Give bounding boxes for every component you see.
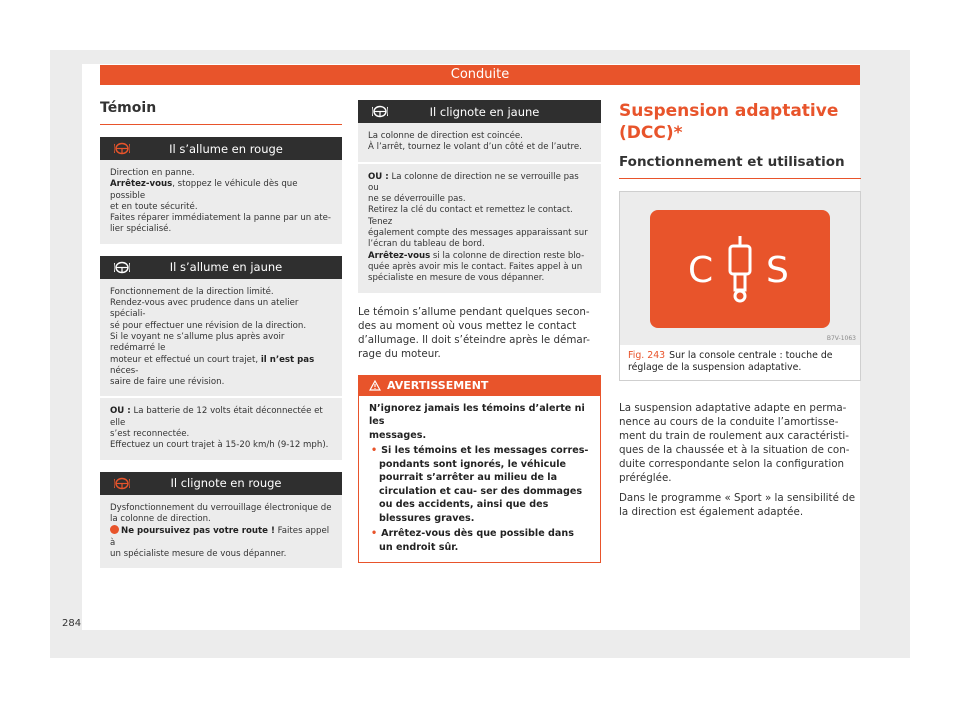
text-line: saire de faire une révision. <box>110 377 225 388</box>
text-line: réglage de la suspension adaptative. <box>628 362 802 373</box>
text-line: un spécialiste mesure de vous dépanner. <box>110 548 287 559</box>
figure-number: Fig. 243 <box>628 350 666 361</box>
box-heading-label: Il s’allume en rouge <box>169 141 283 156</box>
box-heading <box>100 137 342 160</box>
box-heading-label: Il s’allume en jaune <box>169 260 283 275</box>
paragraph <box>619 491 861 519</box>
warning-bullet: • Si les témoins et les messages corres- pondants sont ignorés, le véhicule pourrait s’arrêter au milieu de la circulation et cau- ser des dommages ou des accidents, ainsi que des blessures graves. <box>369 444 590 525</box>
box-heading <box>100 472 342 495</box>
section-title: Fonctionnement et utilisation <box>619 154 861 179</box>
text-line: spécialiste en mesure de vous dépanner. <box>368 273 545 284</box>
box-body <box>100 495 342 568</box>
text-line: quée après avoir mis le contact. Faites appel à un <box>368 261 583 272</box>
text-line <box>110 355 332 378</box>
box-body <box>100 160 342 244</box>
paragraph <box>619 401 861 485</box>
bold-text: il n’est pas <box>260 354 315 365</box>
text-line: la colonne de direction. <box>110 513 211 524</box>
text: La batterie de 12 volts était déconnectée et elle <box>110 406 323 428</box>
text-line: La suspension adaptative adapte en perma- <box>619 402 847 414</box>
warning-bullet: • Arrêtez-vous dès que possible dans un endroit sûr. <box>369 527 590 554</box>
text: , stoppez le véhicule dès que possible <box>110 179 298 201</box>
text-line: N’ignorez jamais les témoins d’alerte ni les <box>369 402 585 428</box>
text: Faites appel à <box>110 526 330 548</box>
paragraph <box>358 305 601 361</box>
comfort-label: C <box>688 250 714 291</box>
chapter-header: Conduite <box>100 65 860 85</box>
box-heading <box>358 100 601 123</box>
text-line: nence au cours de la conduite l’amortisse- <box>619 416 839 428</box>
text-line: La colonne de direction est coincée. <box>368 131 523 141</box>
page-title <box>619 100 861 144</box>
text-line <box>110 525 332 549</box>
page-number: 284 <box>62 618 82 629</box>
title-line: (DCC)* <box>619 123 683 143</box>
text-line: ne se déverrouille pas. <box>368 194 466 205</box>
text-line: Faites réparer immédiatement la panne par un ate- <box>110 213 331 224</box>
text-line: Fonctionnement de la direction limité. <box>110 286 274 297</box>
box-body <box>358 123 601 162</box>
figure-code: B7V-1063 <box>826 335 856 342</box>
stop-icon <box>110 525 119 534</box>
box-heading <box>100 256 342 279</box>
text-line <box>368 251 591 262</box>
text: Sur la console centrale : touche de <box>669 350 833 361</box>
text-line: Direction en panne. <box>110 168 195 178</box>
warning-box-yellow <box>100 256 342 460</box>
text-line: ment du train de roulement aux caractéristi- <box>619 430 849 442</box>
text-line: d’allumage. Il doit s’éteindre après le démar- <box>358 333 590 346</box>
bold-text: Ne poursuivez pas votre route ! <box>121 526 275 537</box>
text-line: l’écran du tableau de bord. <box>368 239 485 250</box>
shock-absorber-icon <box>723 234 757 304</box>
bold-text: OU : <box>110 406 131 417</box>
text: moteur et effectué un court trajet, <box>110 354 261 365</box>
column-middle <box>358 100 601 563</box>
warning-heading <box>359 376 600 396</box>
warning-box-yellow-flashing <box>358 100 601 293</box>
text: néces- <box>110 365 139 376</box>
text-line: messages. <box>369 429 427 441</box>
text-line: Le témoin s’allume pendant quelques secon- <box>358 305 590 318</box>
box-heading-label: Il clignote en rouge <box>170 476 282 491</box>
text-line: s’est reconnectée. <box>110 429 190 440</box>
warning-body <box>359 396 600 563</box>
text-line <box>110 179 332 202</box>
text-line: la direction est également adaptée. <box>619 506 804 518</box>
text-line: des au moment où vous mettez le contact <box>358 319 577 332</box>
warning-notice <box>358 375 601 564</box>
text-line: préréglée. <box>619 472 672 484</box>
warning-title: AVERTISSEMENT <box>387 379 489 393</box>
bold-text: Arrêtez-vous <box>110 179 173 190</box>
figure-image <box>620 192 860 345</box>
text-line: également compte des messages apparaissant sur <box>368 228 588 239</box>
warning-box-red-flashing <box>100 472 342 568</box>
bold-text: Arrêtez-vous <box>368 250 431 261</box>
sport-label: S <box>766 250 789 291</box>
text-line: Effectuez un court trajet à 15-20 km/h (9-12 mph). <box>110 440 329 451</box>
warning-triangle-icon <box>369 380 381 391</box>
box-body-alt <box>100 396 342 459</box>
steering-wheel-icon <box>372 105 388 118</box>
text-line: rage du moteur. <box>358 347 441 360</box>
text-line: lier spécialisé. <box>110 224 172 235</box>
section-title: Témoin <box>100 100 342 125</box>
text: La colonne de direction ne se verrouille pas ou <box>368 171 579 193</box>
text-line: ques de la chaussée et à la situation de con- <box>619 444 850 456</box>
text-line: duite correspondante selon la configuration <box>619 458 845 470</box>
text-line <box>628 350 852 362</box>
text-line: Retirez la clé du contact et remettez le contact. Tenez <box>368 205 573 227</box>
bold-text: OU : <box>368 171 389 182</box>
title-line: Suspension adaptative <box>619 101 839 121</box>
text-line: À l’arrêt, tournez le volant d’un côté et de l’autre. <box>368 142 582 153</box>
figure <box>619 191 861 381</box>
steering-wheel-icon <box>114 142 130 155</box>
text-line: Si le voyant ne s’allume plus après avoir redémarré le <box>110 331 285 354</box>
column-right <box>619 100 861 519</box>
box-body-alt <box>358 162 601 293</box>
text-line: Dans le programme « Sport » la sensibilité de <box>619 492 856 504</box>
steering-wheel-icon <box>114 477 130 490</box>
text: si la colonne de direction reste blo- <box>430 250 585 261</box>
text-line: Dysfonctionnement du verrouillage électronique de <box>110 502 332 513</box>
text-line <box>110 406 332 429</box>
text-line: Rendez-vous avec prudence dans un atelier spéciali- <box>110 298 299 320</box>
warning-box-red <box>100 137 342 244</box>
text-line <box>368 172 591 195</box>
text-line: et en toute sécurité. <box>110 201 198 212</box>
steering-wheel-icon <box>114 261 130 274</box>
figure-caption <box>620 345 860 380</box>
text-line: sé pour effectuer une révision de la direction. <box>110 320 307 331</box>
box-body <box>100 279 342 397</box>
column-left <box>100 100 342 580</box>
box-heading-label: Il clignote en jaune <box>429 104 540 119</box>
dcc-button <box>650 210 830 328</box>
